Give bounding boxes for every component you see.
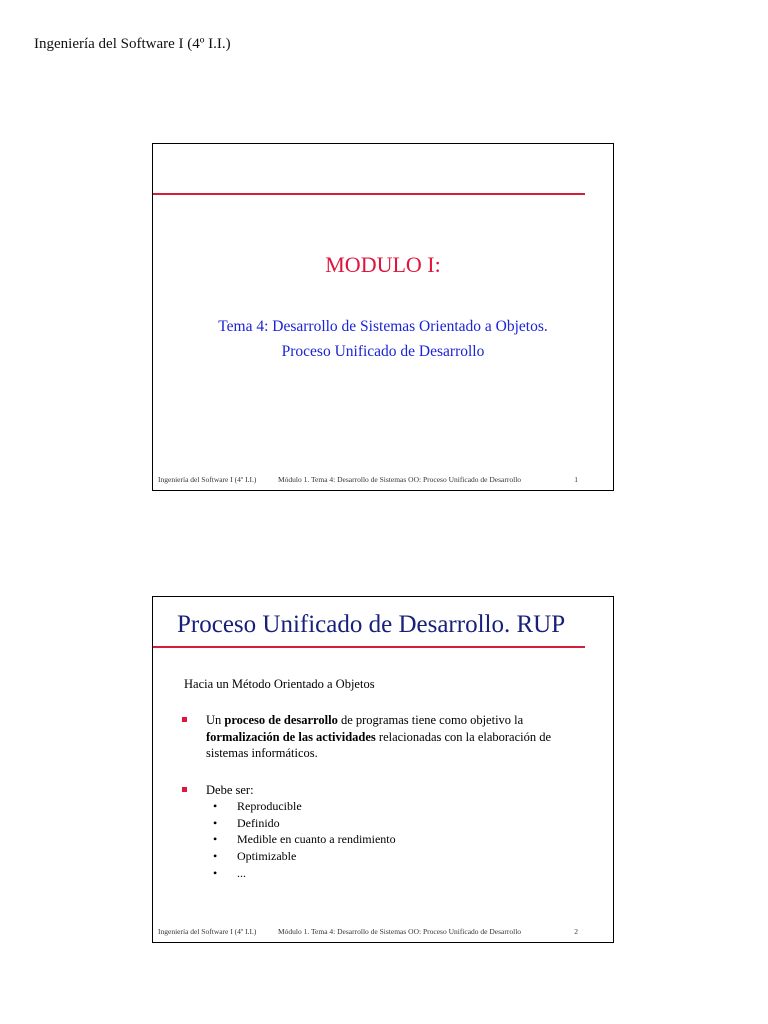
bullet-text: Debe ser: [206,783,254,797]
list-item-text: ... [237,865,246,880]
slide-title: Proceso Unificado de Desarrollo. RUP [177,611,566,638]
page-header: Ingeniería del Software I (4º I.I.) [34,36,231,52]
footer-page-number: 2 [574,927,578,936]
slide-1 [152,143,614,491]
list-item-text: Medible en cuanto a rendimiento [237,832,396,847]
text-run: de programas tiene como objetivo la [337,713,524,727]
bullet-dot-icon: • [213,849,218,864]
header-rule [153,193,585,195]
list-item-text: Reproducible [237,799,302,813]
bullet-dot-icon: • [213,832,218,847]
slide-footer [158,475,608,487]
slide-subtitle-line-2: Proceso Unificado de Desarrollo [281,343,485,360]
bold-term: formalización de las actividades [206,729,376,744]
footer-course: Ingeniería del Software I (4º I.I.) [158,475,257,484]
text-run: Un [206,713,225,727]
list-item-text: Definido [237,815,280,830]
slide-subtitle-line-1: Tema 4: Desarrollo de Sistemas Orientado a Objetos. [218,318,548,335]
bullet-dot-icon: • [213,799,218,813]
text-run: relacionadas con la elaboración de sistemas informáticos. [206,729,552,760]
header-rule [153,646,585,648]
list-item-text: Optimizable [237,849,297,864]
bullet-dot-icon: • [213,865,218,880]
footer-topic: Módulo 1. Tema 4: Desarrollo de Sistemas OO: Proceso Unificado de Desarrollo [278,475,522,484]
footer-topic: Módulo 1. Tema 4: Desarrollo de Sistemas OO: Proceso Unificado de Desarrollo [278,927,522,936]
square-bullet-icon [182,717,187,722]
slide-title: MODULO I: [325,252,441,277]
intro-text: Hacia un Método Orientado a Objetos [184,677,375,691]
slide-2 [152,596,614,943]
square-bullet-icon [182,787,187,792]
footer-course: Ingeniería del Software I (4º I.I.) [158,927,257,936]
bullet-dot-icon: • [213,815,218,830]
footer-page-number: 1 [574,475,578,484]
bold-term: proceso de desarrollo [224,713,338,727]
slide-footer [158,927,608,939]
bullet-text [206,712,562,762]
